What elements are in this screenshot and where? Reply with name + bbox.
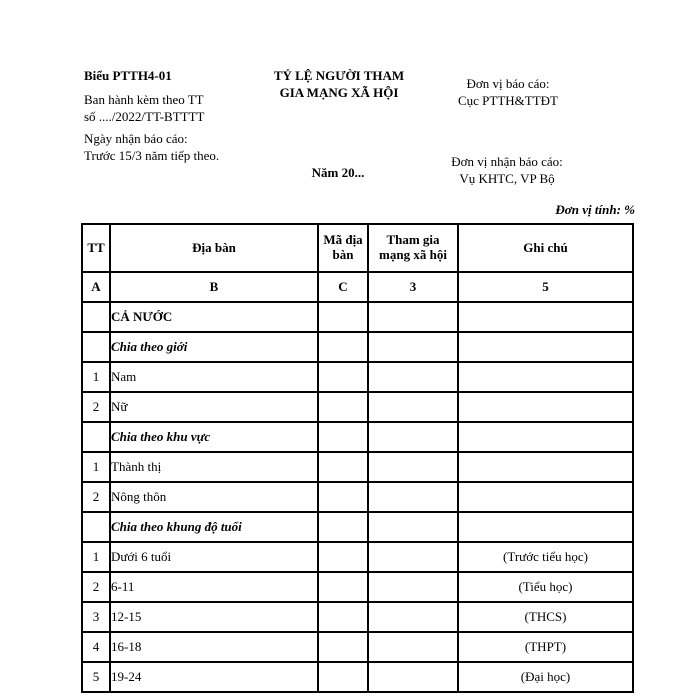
unit-note: Đơn vị tính: % <box>555 202 635 217</box>
receiving-unit-block <box>436 154 578 188</box>
header-row <box>82 224 633 272</box>
header-area-code <box>318 224 368 272</box>
row-area-code-cell <box>318 302 368 332</box>
row-note-cell <box>458 512 633 542</box>
row-note-cell <box>458 302 633 332</box>
row-note-cell <box>458 452 633 482</box>
column-code-area-code: C <box>318 272 368 302</box>
row-area-code-cell <box>318 332 368 362</box>
header-area-code-line-2: bàn <box>332 247 354 262</box>
row-participation-cell <box>368 392 458 422</box>
row-tt-cell: 3 <box>82 602 110 632</box>
header-area-code-line-1: Mã địa <box>323 232 363 248</box>
column-code-participation: 3 <box>368 272 458 302</box>
issued-by-block <box>84 92 205 126</box>
row-participation-cell <box>368 452 458 482</box>
row-area-cell: Chia theo khu vực <box>110 422 318 452</box>
row-participation-cell <box>368 602 458 632</box>
row-area-code-cell <box>318 362 368 392</box>
row-area-code-cell <box>318 392 368 422</box>
row-participation-cell <box>368 512 458 542</box>
header-participation-line-1: Tham gia <box>386 232 440 248</box>
row-participation-cell <box>368 662 458 692</box>
report-year: Năm 20... <box>311 165 365 180</box>
reporting-unit-block <box>438 76 578 110</box>
row-area-code-cell <box>318 602 368 632</box>
title-line-1: TỶ LỆ NGƯỜI THAM <box>273 68 405 83</box>
row-area-cell: 6-11 <box>110 572 318 602</box>
row-area-cell: Dưới 6 tuổi <box>110 542 318 572</box>
row-tt-cell: 1 <box>82 542 110 572</box>
row-note-cell <box>458 422 633 452</box>
row-area-code-cell <box>318 632 368 662</box>
column-code-row <box>82 272 633 302</box>
table-row <box>82 602 633 632</box>
table-row <box>82 542 633 572</box>
table-body <box>82 272 633 692</box>
row-tt-cell: 1 <box>82 452 110 482</box>
receiving-unit: Vụ KHTC, VP Bộ <box>459 170 555 186</box>
row-tt-cell <box>82 302 110 332</box>
row-note-cell <box>458 362 633 392</box>
row-area-cell: 19-24 <box>110 662 318 692</box>
row-area-cell: CẢ NƯỚC <box>110 302 318 332</box>
column-code-area: B <box>110 272 318 302</box>
header-participation-line-2: mạng xã hội <box>379 247 447 262</box>
row-note-cell: (Đại học) <box>458 662 633 692</box>
table-row <box>82 362 633 392</box>
row-participation-cell <box>368 362 458 392</box>
row-participation-cell <box>368 572 458 602</box>
form-code: Biểu PTTH4-01 <box>84 68 172 83</box>
row-participation-cell <box>368 482 458 512</box>
row-tt-cell <box>82 332 110 362</box>
row-tt-cell: 2 <box>82 572 110 602</box>
reporting-unit: Cục PTTH&TTĐT <box>457 92 558 108</box>
row-participation-cell <box>368 422 458 452</box>
row-participation-cell <box>368 632 458 662</box>
row-area-code-cell <box>318 572 368 602</box>
form-title <box>256 68 422 102</box>
table-row <box>82 632 633 662</box>
table-row <box>82 512 633 542</box>
reporting-unit-label: Đơn vị báo cáo: <box>466 76 550 91</box>
row-area-code-cell <box>318 542 368 572</box>
row-note-cell <box>458 482 633 512</box>
row-tt-cell: 4 <box>82 632 110 662</box>
header-note: Ghi chú <box>458 224 633 272</box>
row-note-cell <box>458 332 633 362</box>
table-row <box>82 482 633 512</box>
row-area-cell: Chia theo khung độ tuổi <box>110 512 318 542</box>
table-row <box>82 392 633 422</box>
issued-line-1: Ban hành kèm theo TT <box>84 92 204 107</box>
row-note-cell: (Tiểu học) <box>458 572 633 602</box>
header-area: Địa bàn <box>110 224 318 272</box>
row-area-cell: Chia theo giới <box>110 332 318 362</box>
row-note-cell <box>458 392 633 422</box>
row-tt-cell <box>82 422 110 452</box>
table-row <box>82 422 633 452</box>
table-row <box>82 452 633 482</box>
row-note-cell: (THPT) <box>458 632 633 662</box>
issued-line-2: số ..../2022/TT-BTTTT <box>84 108 205 124</box>
row-area-cell: Thành thị <box>110 452 318 482</box>
table-row <box>82 332 633 362</box>
row-participation-cell <box>368 302 458 332</box>
receive-date-block <box>84 131 219 165</box>
row-area-code-cell <box>318 422 368 452</box>
row-tt-cell: 1 <box>82 362 110 392</box>
table-row <box>82 662 633 692</box>
row-area-cell: 16-18 <box>110 632 318 662</box>
column-code-note: 5 <box>458 272 633 302</box>
title-line-2: GIA MẠNG XÃ HỘI <box>279 84 399 100</box>
table-row <box>82 302 633 332</box>
receiving-unit-label: Đơn vị nhận báo cáo: <box>451 154 563 169</box>
row-participation-cell <box>368 542 458 572</box>
report-table <box>81 223 634 693</box>
row-tt-cell <box>82 512 110 542</box>
row-area-cell: Nữ <box>110 392 318 422</box>
table-row <box>82 572 633 602</box>
header-participation <box>368 224 458 272</box>
row-area-code-cell <box>318 662 368 692</box>
row-tt-cell: 2 <box>82 482 110 512</box>
row-participation-cell <box>368 332 458 362</box>
column-code-tt: A <box>82 272 110 302</box>
receive-line-1: Ngày nhận báo cáo: <box>84 131 188 146</box>
header-tt: TT <box>82 224 110 272</box>
row-note-cell: (THCS) <box>458 602 633 632</box>
row-area-code-cell <box>318 482 368 512</box>
receive-line-2: Trước 15/3 năm tiếp theo. <box>84 147 220 163</box>
row-area-cell: 12-15 <box>110 602 318 632</box>
row-area-cell: Nông thôn <box>110 482 318 512</box>
row-area-cell: Nam <box>110 362 318 392</box>
row-area-code-cell <box>318 512 368 542</box>
row-tt-cell: 5 <box>82 662 110 692</box>
row-area-code-cell <box>318 452 368 482</box>
row-note-cell: (Trước tiểu học) <box>458 542 633 572</box>
row-tt-cell: 2 <box>82 392 110 422</box>
